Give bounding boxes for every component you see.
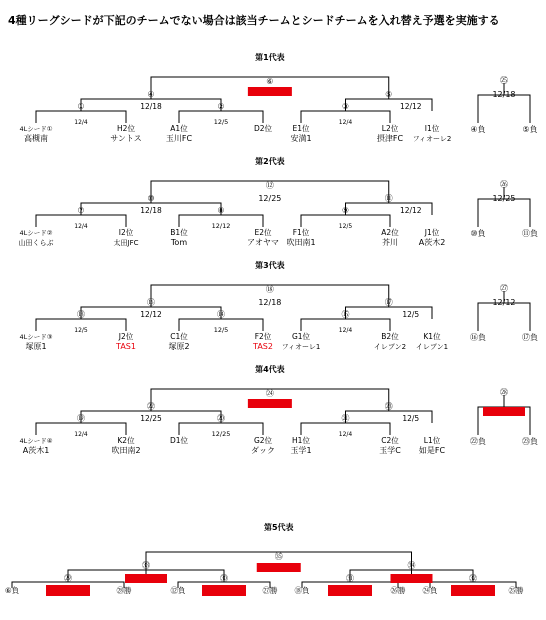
slot-code: E1位	[292, 124, 310, 133]
match-number: ⑤	[385, 90, 393, 99]
slot-code: J1位	[424, 228, 440, 237]
side-match-number: ㉖	[500, 180, 508, 189]
side-entrant: ㉓負	[522, 437, 538, 446]
match-number: ⑪	[384, 194, 393, 203]
slot-code: C2位	[381, 436, 399, 445]
highlight-box	[248, 399, 292, 408]
slot-team: 如是FC	[418, 446, 446, 455]
side-entrant: ⑯負	[470, 333, 486, 342]
side-bracket-line	[478, 95, 530, 123]
side-entrant: ㉒負	[470, 437, 486, 446]
slot-team: 玉学C	[379, 446, 401, 455]
match-number: ⑫	[265, 181, 274, 190]
slot-team: 玉学1	[290, 446, 312, 455]
match-number: ㉙	[64, 574, 72, 583]
match-number: ⑨	[341, 206, 350, 215]
slot-team: 塚原1	[25, 342, 47, 351]
slot-team: Tom	[170, 238, 188, 247]
slot-team: 吹田南1	[286, 238, 316, 247]
final-entrant: ⑫負	[170, 586, 186, 595]
slot-code: J2位	[118, 332, 134, 341]
highlight-box	[202, 585, 246, 596]
side-entrant: ⑤負	[522, 125, 538, 134]
highlight-box	[328, 585, 372, 596]
final-entrant: ㉕勝	[508, 586, 524, 595]
slot-team: アオヤマ	[247, 238, 279, 247]
slot-team: 安満1	[290, 134, 312, 143]
slot-team: 塚原2	[168, 342, 190, 351]
match-number: ⑱	[265, 285, 274, 294]
side-match-number: ㉘	[500, 388, 508, 397]
slot-team: 玉川FC	[165, 134, 193, 143]
header-note: 4種リーグシードが下記のチームでない場合は該当チームとシードチームを入れ替え予選を実施する	[8, 14, 500, 27]
side-bracket-line	[478, 303, 530, 331]
match-number: ㉜	[469, 574, 477, 583]
match-date: 12/12	[399, 102, 422, 111]
slot-team: 摂津FC	[376, 134, 404, 143]
match-date: 12/5	[402, 414, 420, 423]
slot-team: 吹田南2	[111, 446, 141, 455]
slot-team: 芥川	[382, 238, 398, 247]
match-date: 12/5	[338, 223, 353, 230]
slot-team: TAS2	[253, 342, 273, 351]
side-bracket-line	[478, 199, 530, 227]
final-entrant: ㉗勝	[262, 586, 278, 595]
match-date: 12/18	[140, 102, 162, 111]
match-date: 12/25	[211, 430, 231, 438]
highlight-box	[391, 574, 433, 583]
final-entrant: ㉘勝	[116, 586, 132, 595]
match-number: ㉑	[341, 414, 350, 423]
slot-team: 太田JFC	[113, 239, 139, 247]
highlight-box	[125, 574, 167, 583]
match-date: 12/18	[140, 206, 162, 215]
slot-code: 4Lシード④	[19, 437, 53, 445]
final-entrant: ⑱負	[294, 586, 310, 595]
side-match-date: 12/25	[492, 194, 516, 203]
slot-code: C1位	[170, 332, 188, 341]
slot-code: K2位	[117, 436, 135, 445]
slot-code: H1位	[292, 436, 310, 445]
match-number: ⑧	[217, 206, 225, 215]
slot-code: G1位	[291, 332, 311, 341]
section-title: 第2代表	[255, 157, 285, 166]
slot-code: I2位	[118, 228, 134, 237]
highlight-box	[451, 585, 495, 596]
slot-team: サントス	[110, 134, 142, 143]
match-number: ㉝	[142, 561, 150, 570]
slot-team: ダック	[251, 446, 275, 455]
match-date: 12/12	[211, 222, 231, 230]
slot-team: 高槻南	[24, 134, 48, 143]
match-date: 12/5	[74, 327, 88, 334]
match-date: 12/25	[140, 414, 162, 423]
slot-code: A2位	[381, 228, 399, 237]
slot-code: D2位	[253, 124, 273, 133]
side-match-number: ㉗	[500, 284, 508, 293]
slot-team: フィオーレ2	[412, 135, 452, 143]
match-number: ④	[147, 90, 155, 99]
match-number: ⑳	[217, 414, 225, 423]
match-number: ③	[341, 102, 350, 111]
highlight-box	[46, 585, 90, 596]
slot-code: B2位	[381, 332, 399, 341]
match-number: ⑩	[147, 194, 155, 203]
section-title: 第1代表	[255, 53, 285, 62]
match-number: ㉒	[147, 402, 155, 411]
slot-code: I1位	[424, 124, 440, 133]
match-number: ⑬	[77, 310, 85, 319]
slot-team: フィオーレ1	[281, 343, 321, 351]
match-date: 12/4	[338, 431, 353, 438]
slot-code: 4Lシード③	[19, 333, 53, 341]
match-number: ⑯	[147, 298, 155, 307]
slot-code: A1位	[170, 124, 188, 133]
match-number: ㉔	[265, 389, 274, 398]
section-title: 第5代表	[263, 523, 294, 532]
highlight-box	[257, 563, 301, 572]
match-date: 12/4	[338, 327, 353, 334]
slot-code: B1位	[170, 228, 188, 237]
match-number: ⑰	[384, 298, 393, 307]
match-date: 12/5	[213, 118, 229, 126]
match-date: 12/12	[399, 206, 422, 215]
match-number: ㉚	[220, 574, 228, 583]
side-match-date: 12/18	[492, 90, 516, 99]
match-number: ⑥	[266, 77, 274, 86]
match-date: 12/5	[402, 310, 420, 319]
match-date: 12/18	[258, 298, 282, 307]
match-number: ⑮	[341, 310, 350, 319]
slot-team: A茨木1	[22, 446, 50, 455]
slot-team: 山田くらぶ	[18, 239, 54, 247]
slot-code: F2位	[254, 332, 272, 341]
highlight-box	[483, 407, 525, 416]
side-entrant: ⑪負	[522, 229, 538, 238]
side-match-date: 12/12	[492, 298, 516, 307]
match-date: 12/4	[74, 119, 88, 126]
final-entrant: ㉖勝	[390, 586, 406, 595]
final-entrant: ⑥負	[4, 586, 20, 595]
slot-team: イレブン2	[373, 343, 407, 351]
slot-code: K1位	[423, 332, 441, 341]
slot-team: TAS1	[116, 342, 136, 351]
match-date: 12/4	[74, 431, 88, 438]
match-number: ⑦	[77, 206, 85, 215]
section-title: 第4代表	[255, 365, 285, 374]
slot-code: H2位	[117, 124, 135, 133]
slot-code: G2位	[253, 436, 273, 445]
slot-team: A茨木2	[418, 238, 446, 247]
match-date: 12/12	[140, 310, 162, 319]
match-number: ㉟	[274, 552, 283, 561]
match-date: 12/4	[338, 119, 353, 126]
match-number: ㉛	[346, 574, 354, 583]
slot-code: F1位	[292, 228, 310, 237]
side-entrant: ⑩負	[470, 229, 486, 238]
highlight-box	[248, 87, 292, 96]
match-date: 12/5	[213, 326, 229, 334]
match-date: 12/4	[74, 223, 88, 230]
slot-code: D1位	[169, 436, 189, 445]
match-number: ⑲	[77, 414, 85, 423]
match-number: ⑭	[217, 310, 225, 319]
slot-code: L2位	[381, 124, 399, 133]
slot-code: 4Lシード①	[19, 125, 53, 133]
match-number: ①	[77, 102, 85, 111]
final-entrant: ㉔負	[422, 586, 438, 595]
match-number: ㉞	[407, 561, 416, 570]
match-date: 12/25	[258, 194, 282, 203]
slot-code: E2位	[254, 228, 272, 237]
slot-team: イレブン1	[415, 343, 449, 351]
match-number: ②	[217, 102, 225, 111]
slot-code: 4Lシード②	[19, 229, 53, 237]
side-entrant: ⑰負	[522, 333, 538, 342]
section-title: 第3代表	[255, 261, 285, 270]
side-entrant: ④負	[470, 125, 486, 134]
side-match-number: ㉕	[500, 76, 508, 85]
match-number: ㉓	[384, 402, 393, 411]
slot-code: L1位	[423, 436, 441, 445]
